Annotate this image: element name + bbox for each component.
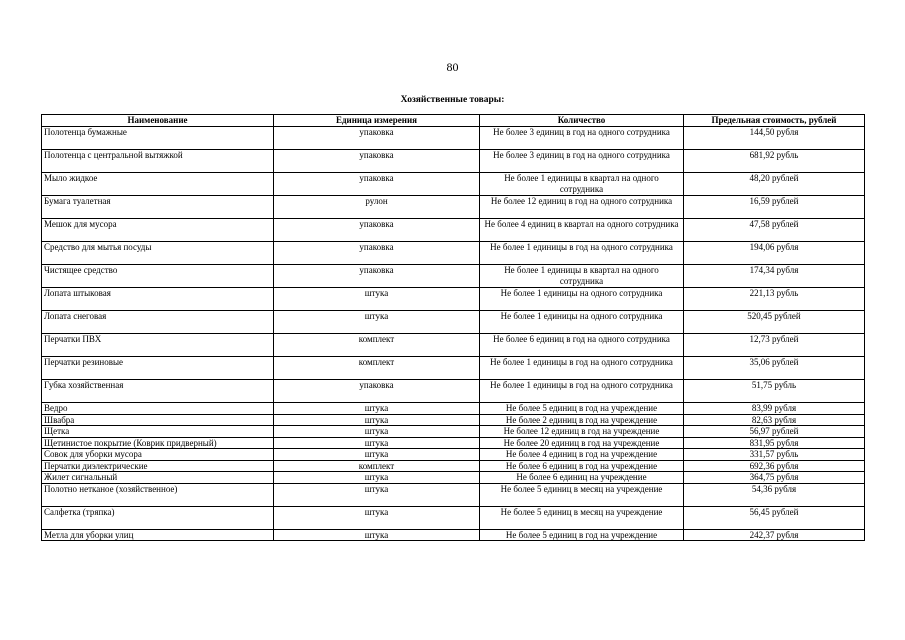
price-cell: 51,75 рубль — [684, 380, 865, 403]
item-name-cell: Ведро — [42, 403, 274, 415]
header-quantity: Количество — [480, 115, 684, 127]
quantity-cell: Не более 1 единицы в год на одного сотрудника — [480, 242, 684, 265]
item-name-cell: Губка хозяйственная — [42, 380, 274, 403]
item-name-cell: Швабра — [42, 414, 274, 426]
table-row — [42, 334, 865, 357]
unit-cell: комплект — [274, 460, 480, 472]
quantity-cell: Не более 3 единиц в год на одного сотрудника — [480, 150, 684, 173]
table-row — [42, 506, 865, 529]
table-row — [42, 380, 865, 403]
table-row — [42, 460, 865, 472]
item-name-cell: Перчатки ПВХ — [42, 334, 274, 357]
price-cell: 364,75 рубля — [684, 472, 865, 484]
unit-cell: штука — [274, 311, 480, 334]
quantity-cell: Не более 12 единиц в год на одного сотрудника — [480, 196, 684, 219]
unit-cell: комплект — [274, 334, 480, 357]
quantity-cell: Не более 1 единицы на одного сотрудника — [480, 311, 684, 334]
table-row — [42, 529, 865, 541]
unit-cell: штука — [274, 437, 480, 449]
unit-cell: упаковка — [274, 219, 480, 242]
item-name-cell: Средство для мытья посуды — [42, 242, 274, 265]
table-title: Хозяйственные товары: — [400, 95, 505, 105]
price-cell: 56,97 рублей — [684, 426, 865, 438]
table-row — [42, 150, 865, 173]
item-name-cell: Чистящее средство — [42, 265, 274, 288]
header-price: Предельная стоимость, рублей — [684, 115, 865, 127]
item-name-cell: Салфетка (тряпка) — [42, 506, 274, 529]
quantity-cell: Не более 12 единиц в год на учреждение — [480, 426, 684, 438]
unit-cell: рулон — [274, 196, 480, 219]
unit-cell: штука — [274, 506, 480, 529]
price-cell: 54,36 рубля — [684, 483, 865, 506]
goods-table — [41, 114, 865, 541]
item-name-cell: Полотенца бумажные — [42, 127, 274, 150]
price-cell: 520,45 рублей — [684, 311, 865, 334]
price-cell: 144,50 рубля — [684, 127, 865, 150]
price-cell: 681,92 рубль — [684, 150, 865, 173]
quantity-cell: Не более 6 единиц в год на одного сотрудника — [480, 334, 684, 357]
price-cell: 16,59 рублей — [684, 196, 865, 219]
item-name-cell: Полотенца с центральной вытяжкой — [42, 150, 274, 173]
item-name-cell: Бумага туалетная — [42, 196, 274, 219]
quantity-cell: Не более 5 единиц в год на учреждение — [480, 403, 684, 415]
quantity-cell: Не более 2 единиц в год на учреждение — [480, 414, 684, 426]
price-cell: 174,34 рубля — [684, 265, 865, 288]
price-cell: 47,58 рублей — [684, 219, 865, 242]
unit-cell: штука — [274, 403, 480, 415]
table-row — [42, 414, 865, 426]
unit-cell: упаковка — [274, 150, 480, 173]
price-cell: 83,99 рубля — [684, 403, 865, 415]
quantity-cell: Не более 6 единиц на учреждение — [480, 472, 684, 484]
table-row — [42, 196, 865, 219]
item-name-cell: Перчатки резиновые — [42, 357, 274, 380]
item-name-cell: Лопата штыковая — [42, 288, 274, 311]
price-cell: 242,37 рубля — [684, 529, 865, 541]
table-row — [42, 403, 865, 415]
item-name-cell: Перчатки диэлектрические — [42, 460, 274, 472]
item-name-cell: Полотно нетканое (хозяйственное) — [42, 483, 274, 506]
table-row — [42, 288, 865, 311]
quantity-cell: Не более 1 единицы в год на одного сотрудника — [480, 380, 684, 403]
unit-cell: упаковка — [274, 265, 480, 288]
table-row — [42, 265, 865, 288]
table-row — [42, 426, 865, 438]
table-row — [42, 311, 865, 334]
price-cell: 221,13 рубль — [684, 288, 865, 311]
table-row — [42, 472, 865, 484]
price-cell: 48,20 рублей — [684, 173, 865, 196]
price-cell: 331,57 рубль — [684, 449, 865, 461]
quantity-cell: Не более 4 единиц в год на учреждение — [480, 449, 684, 461]
price-cell: 56,45 рублей — [684, 506, 865, 529]
table-row — [42, 483, 865, 506]
unit-cell: штука — [274, 483, 480, 506]
item-name-cell: Совок для уборки мусора — [42, 449, 274, 461]
item-name-cell: Щетка — [42, 426, 274, 438]
unit-cell: упаковка — [274, 173, 480, 196]
unit-cell: штука — [274, 288, 480, 311]
unit-cell: штука — [274, 414, 480, 426]
unit-cell: упаковка — [274, 380, 480, 403]
table-row — [42, 357, 865, 380]
table-row — [42, 219, 865, 242]
unit-cell: штука — [274, 529, 480, 541]
quantity-cell: Не более 3 единиц в год на одного сотрудника — [480, 127, 684, 150]
quantity-cell: Не более 1 единицы в квартал на одного сотрудника — [480, 265, 684, 288]
unit-cell: упаковка — [274, 127, 480, 150]
table-body — [42, 127, 865, 541]
table-row — [42, 127, 865, 150]
header-name: Наименование — [42, 115, 274, 127]
price-cell: 194,06 рубля — [684, 242, 865, 265]
quantity-cell: Не более 1 единицы в квартал на одного сотрудника — [480, 173, 684, 196]
item-name-cell: Лопата снеговая — [42, 311, 274, 334]
quantity-cell: Не более 5 единиц в год на учреждение — [480, 529, 684, 541]
quantity-cell: Не более 1 единицы в год на одного сотрудника — [480, 357, 684, 380]
quantity-cell: Не более 4 единиц в квартал на одного сотрудника — [480, 219, 684, 242]
item-name-cell: Жилет сигнальный — [42, 472, 274, 484]
item-name-cell: Метла для уборки улиц — [42, 529, 274, 541]
price-cell: 831,95 рубля — [684, 437, 865, 449]
quantity-cell: Не более 20 единиц в год на учреждение — [480, 437, 684, 449]
quantity-cell: Не более 5 единиц в месяц на учреждение — [480, 506, 684, 529]
unit-cell: штука — [274, 426, 480, 438]
table-row — [42, 173, 865, 196]
unit-cell: штука — [274, 472, 480, 484]
header-unit: Единица измерения — [274, 115, 480, 127]
table-row — [42, 449, 865, 461]
unit-cell: штука — [274, 449, 480, 461]
item-name-cell: Мешок для мусора — [42, 219, 274, 242]
item-name-cell: Мыло жидкое — [42, 173, 274, 196]
page-number: 80 — [446, 60, 459, 74]
table-header-row — [42, 115, 865, 127]
table-row — [42, 437, 865, 449]
unit-cell: комплект — [274, 357, 480, 380]
item-name-cell: Щетинистое покрытие (Коврик придверный) — [42, 437, 274, 449]
unit-cell: упаковка — [274, 242, 480, 265]
quantity-cell: Не более 1 единицы на одного сотрудника — [480, 288, 684, 311]
table-row — [42, 242, 865, 265]
price-cell: 35,06 рублей — [684, 357, 865, 380]
quantity-cell: Не более 6 единиц в год на учреждение — [480, 460, 684, 472]
price-cell: 12,73 рублей — [684, 334, 865, 357]
price-cell: 82,63 рубля — [684, 414, 865, 426]
price-cell: 692,36 рубля — [684, 460, 865, 472]
quantity-cell: Не более 5 единиц в месяц на учреждение — [480, 483, 684, 506]
